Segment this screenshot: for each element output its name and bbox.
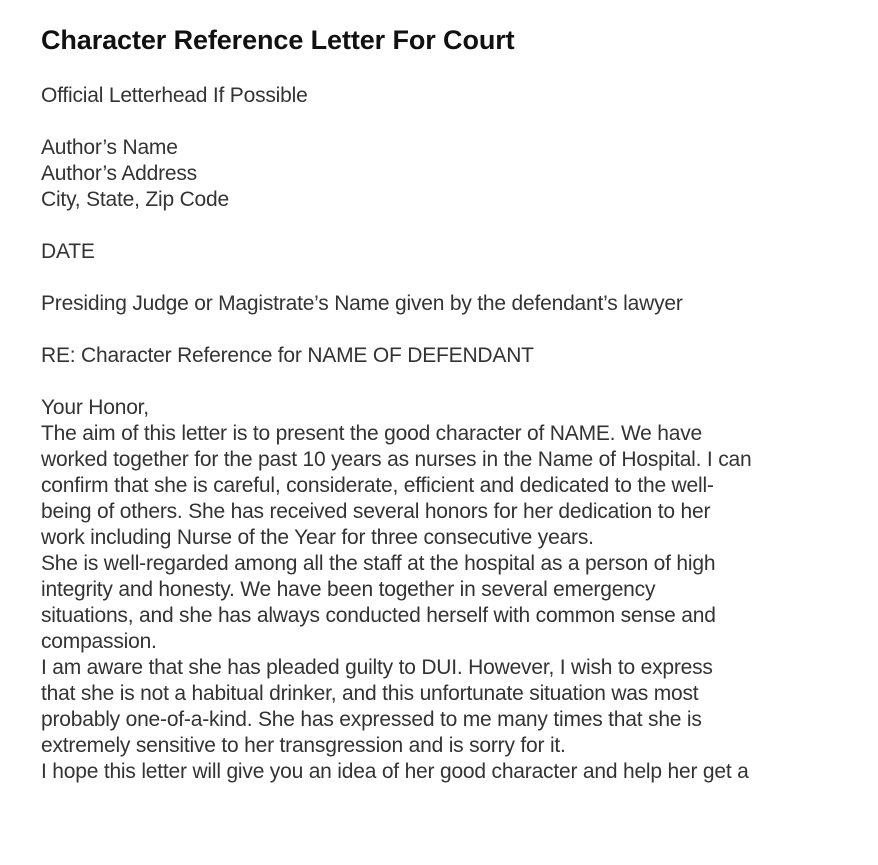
- date-line: DATE: [41, 240, 95, 263]
- paragraph-line: I hope this letter will give you an idea of her good character and help her get a: [41, 760, 749, 783]
- paragraph-line: probably one-of-a-kind. She has expressed to me many times that she is: [41, 708, 702, 731]
- author-city-state-zip: City, State, Zip Code: [41, 188, 229, 211]
- body-paragraph-3: [41, 759, 841, 785]
- paragraph-line: She is well-regarded among all the staff at the hospital as a person of high: [41, 552, 716, 575]
- paragraph-line: situations, and she has always conducted herself with common sense and: [41, 604, 716, 627]
- letter-document: [41, 22, 841, 785]
- body-paragraph-2: [41, 655, 841, 759]
- paragraph-line: work including Nurse of the Year for three consecutive years.: [41, 526, 594, 549]
- author-address: Author’s Address: [41, 162, 197, 185]
- letterhead-note: Official Letterhead If Possible: [41, 84, 308, 107]
- author-name: Author’s Name: [41, 136, 178, 159]
- salutation: Your Honor,: [41, 396, 149, 419]
- paragraph-line: integrity and honesty. We have been together in several emergency: [41, 578, 656, 601]
- page-title: Character Reference Letter For Court: [41, 25, 515, 55]
- paragraph-line: that she is not a habitual drinker, and this unfortunate situation was most: [41, 682, 699, 705]
- paragraph-line: confirm that she is careful, considerate, efficient and dedicated to the well-: [41, 474, 714, 497]
- re-line: RE: Character Reference for NAME OF DEFENDANT: [41, 344, 534, 367]
- paragraph-line: worked together for the past 10 years as nurses in the Name of Hospital. I can: [41, 448, 752, 471]
- body-paragraph-1: [41, 421, 841, 655]
- paragraph-line: extremely sensitive to her transgression and is sorry for it.: [41, 734, 566, 757]
- paragraph-line: compassion.: [41, 630, 157, 653]
- paragraph-line: being of others. She has received several honors for her dedication to her: [41, 500, 711, 523]
- recipient-line: Presiding Judge or Magistrate’s Name given by the defendant’s lawyer: [41, 292, 683, 315]
- paragraph-line: The aim of this letter is to present the good character of NAME. We have: [41, 422, 703, 445]
- author-block: [41, 135, 841, 213]
- paragraph-line: I am aware that she has pleaded guilty to DUI. However, I wish to express: [41, 656, 713, 679]
